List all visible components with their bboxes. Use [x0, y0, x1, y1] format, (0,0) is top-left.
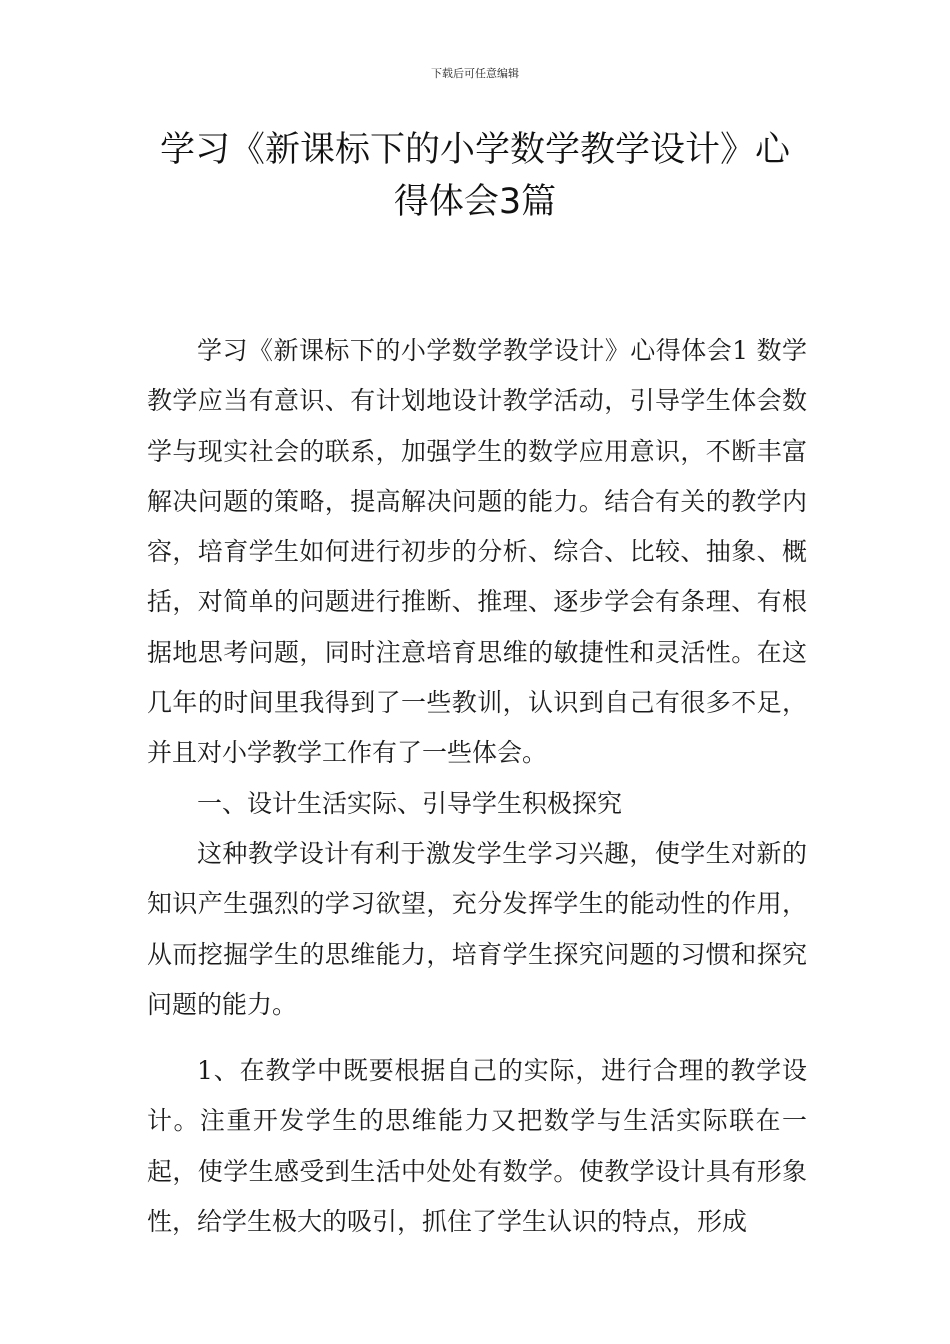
- document-title-line-1: 学习《新课标下的小学数学教学设计》心: [159, 130, 790, 170]
- document-body: [147, 326, 807, 1247]
- document-title: [140, 124, 810, 228]
- page-header-note: 下载后可任意编辑: [431, 67, 519, 80]
- paragraph-section-1: 这种教学设计有利于激发学生学习兴趣，使学生对新的知识产生强烈的学习欲望，充分发挥学生的能动性的作用，从而挖掘学生的思维能力，培育学生探究问题的习惯和探究问题的能力。: [147, 838, 807, 1019]
- paragraph-point-1: 1、在教学中既要根据自己的实际，进行合理的教学设计。注重开发学生的思维能力又把数学与生活实际联在一起，使学生感受到生活中处处有数学。使教学设计具有形象性，给学生极大的吸引，抓住了学生认识的特点，形成: [147, 1056, 807, 1237]
- document-title-line-2: 得体会3篇: [393, 182, 557, 222]
- section-heading-1: 一、设计生活实际、引导学生积极探究: [197, 788, 623, 818]
- paragraph-intro: 学习《新课标下的小学数学教学设计》心得体会1 数学教学应当有意识、有计划地设计教学活动，引导学生体会数学与现实社会的联系，加强学生的数学应用意识，不断丰富解决问题的策略，提高解决问题的能力。结合有关的教学内容，培育学生如何进行初步的分析、综合、比较、抽象、概括，对简单的问题进行推断、推理、逐步学会有条理、有根据地思考问题，同时注意培育思维的敏捷性和灵活性。在这几年的时间里我得到了一些教训，认识到自己有很多不足，并且对小学教学工作有了一些体会。: [147, 336, 807, 768]
